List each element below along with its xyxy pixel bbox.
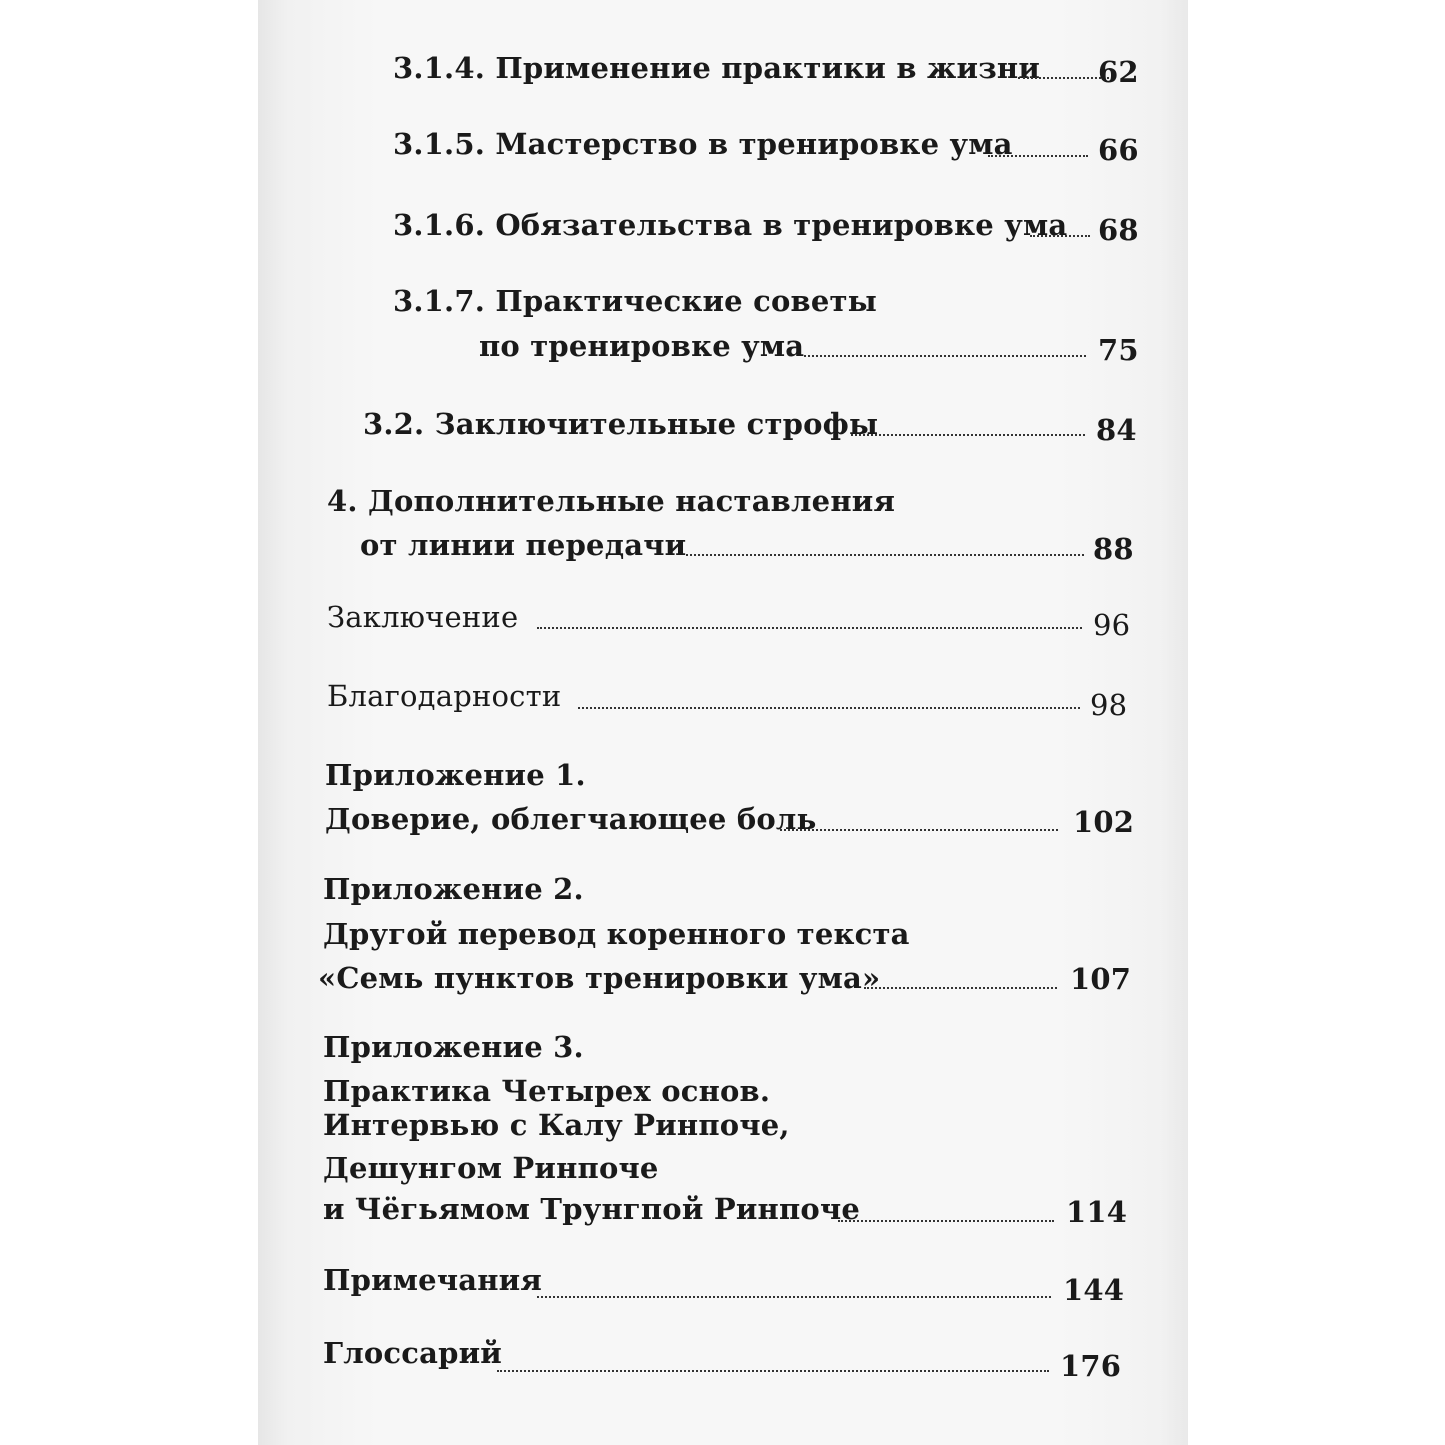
toc-entry-title-cont: по тренировке ума <box>479 329 805 363</box>
dot-leader <box>780 829 1058 831</box>
toc-entry-title: Приложение 2. <box>323 872 584 906</box>
toc-page-number: 68 <box>1098 213 1139 247</box>
toc-entry-title-cont: «Семь пунктов тренировки ума» <box>318 961 881 995</box>
toc-page-number: 96 <box>1093 608 1131 642</box>
toc-entry-title-cont: и Чёгьямом Трунгпой Ринпоче <box>323 1192 861 1226</box>
toc-page-number: 107 <box>1070 962 1132 996</box>
toc-page-number: 75 <box>1098 333 1139 367</box>
toc-entry-title: Глоссарий <box>323 1336 503 1370</box>
toc-entry-title: Приложение 1. <box>325 758 586 792</box>
toc-entry-title: Заключение <box>327 600 519 634</box>
dot-leader <box>804 355 1086 357</box>
toc-page-number: 98 <box>1090 688 1128 722</box>
toc-page-number: 62 <box>1098 55 1139 89</box>
toc-page-number: 84 <box>1096 413 1137 447</box>
toc-entry-title: 3.1.6. Обязательства в тренировке ума <box>393 208 1068 242</box>
toc-entry-title-cont: Доверие, облегчающее боль <box>325 802 817 836</box>
toc-page-number: 176 <box>1060 1349 1122 1383</box>
toc-entry-title: 3.1.5. Мастерство в тренировке ума <box>393 127 1013 161</box>
toc-entry-title-cont: Интервью с Калу Ринпоче, <box>323 1108 790 1142</box>
dot-leader <box>537 627 1082 629</box>
dot-leader <box>988 155 1088 157</box>
toc-page-number: 88 <box>1093 532 1134 566</box>
toc-entry-title-cont: Практика Четырех основ. <box>323 1074 771 1108</box>
toc-entry-title-cont: от линии передачи <box>360 528 687 562</box>
toc-entry-title: Благодарности <box>327 679 562 713</box>
toc-page-number: 144 <box>1063 1273 1125 1307</box>
toc-entry-title: 3.1.4. Применение практики в жизни <box>393 51 1041 85</box>
dot-leader <box>686 554 1084 556</box>
toc-entry-title: Примечания <box>323 1263 542 1297</box>
toc-page-number: 102 <box>1073 805 1135 839</box>
toc-page-number: 66 <box>1098 133 1139 167</box>
toc-entry-title: 3.2. Заключительные строфы <box>363 407 879 441</box>
dot-leader <box>537 1296 1051 1298</box>
dot-leader <box>497 1370 1049 1372</box>
dot-leader <box>578 707 1080 709</box>
dot-leader <box>838 1220 1054 1222</box>
toc-entry-title: Приложение 3. <box>323 1030 584 1064</box>
toc-entry-title-cont: Дешунгом Ринпоче <box>323 1151 659 1185</box>
dot-leader <box>851 434 1085 436</box>
dot-leader <box>1030 235 1090 237</box>
toc-entry-title-cont: Другой перевод коренного текста <box>323 917 910 951</box>
toc-page-number: 114 <box>1066 1195 1128 1229</box>
toc-entry-title: 4. Дополнительные наставления <box>327 484 896 518</box>
dot-leader <box>864 987 1057 989</box>
toc-entry-title: 3.1.7. Практические советы <box>393 284 877 318</box>
